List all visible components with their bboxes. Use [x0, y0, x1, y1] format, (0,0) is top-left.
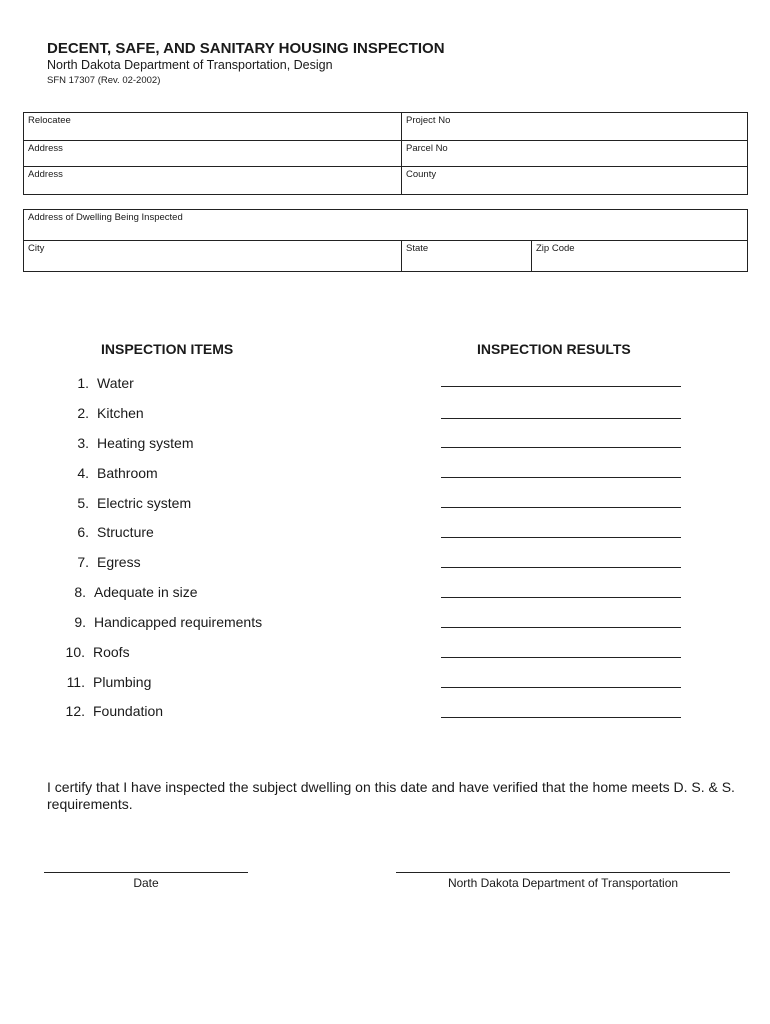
project-no-field[interactable]: [406, 126, 742, 139]
item-label: Handicapped requirements: [94, 614, 263, 630]
county-field[interactable]: [406, 180, 742, 193]
divider: [23, 166, 748, 167]
result-line[interactable]: [441, 717, 681, 718]
result-line[interactable]: [441, 507, 681, 508]
item-number: 9.: [74, 614, 86, 630]
agency-name: North Dakota Department of Transportation, Design: [47, 58, 333, 72]
item-number: 7.: [77, 554, 89, 570]
divider: [401, 240, 402, 272]
result-line[interactable]: [441, 537, 681, 538]
county-label: County: [406, 169, 437, 180]
relocatee-field[interactable]: [28, 126, 396, 139]
item-number: 5.: [77, 495, 89, 511]
item-number: 12.: [65, 703, 85, 719]
certification-text: I certify that I have inspected the subject dwelling on this date and have verified that the home meets D. S. & S. requirements.: [47, 779, 735, 812]
agency-signature-line[interactable]: [396, 872, 730, 873]
item-number: 10.: [65, 644, 85, 660]
item-label: Foundation: [93, 703, 164, 719]
address-field-2[interactable]: [28, 180, 396, 193]
form-number: SFN 17307 (Rev. 02-2002): [47, 75, 161, 86]
item-number: 3.: [77, 435, 89, 451]
item-number: 8.: [74, 584, 86, 600]
item-label: Roofs: [93, 644, 130, 660]
result-line[interactable]: [441, 386, 681, 387]
item-label: Kitchen: [97, 405, 144, 421]
city-field[interactable]: [28, 255, 396, 270]
parcel-no-field[interactable]: [406, 153, 742, 165]
result-line[interactable]: [441, 657, 681, 658]
item-label: Electric system: [97, 495, 192, 511]
divider: [23, 240, 748, 241]
dwelling-address-label: Address of Dwelling Being Inspected: [28, 212, 183, 223]
item-number: 2.: [77, 405, 89, 421]
result-line[interactable]: [441, 447, 681, 448]
date-signature-line[interactable]: [44, 872, 248, 873]
result-line[interactable]: [441, 567, 681, 568]
state-field[interactable]: [406, 255, 526, 270]
item-label: Plumbing: [93, 674, 152, 690]
project-no-label: Project No: [406, 115, 451, 126]
result-line[interactable]: [441, 477, 681, 478]
form-title: DECENT, SAFE, AND SANITARY HOUSING INSPECTION: [47, 40, 445, 57]
item-label: Structure: [97, 524, 154, 540]
state-label: State: [406, 243, 429, 254]
inspection-results-heading: INSPECTION RESULTS: [477, 341, 631, 357]
inspection-items-heading: INSPECTION ITEMS: [101, 341, 234, 357]
zip-code-field[interactable]: [536, 255, 742, 270]
dwelling-address-field[interactable]: [28, 224, 742, 238]
result-line[interactable]: [441, 687, 681, 688]
result-line[interactable]: [441, 597, 681, 598]
result-line[interactable]: [441, 418, 681, 419]
item-label: Egress: [97, 554, 141, 570]
date-label: Date: [133, 876, 159, 890]
item-number: 1.: [77, 375, 89, 391]
result-line[interactable]: [441, 627, 681, 628]
divider: [531, 240, 532, 272]
parcel-no-label: Parcel No: [406, 143, 448, 154]
item-label: Bathroom: [97, 465, 158, 481]
agency-signature-label: North Dakota Department of Transportation: [447, 876, 679, 890]
address-field[interactable]: [28, 153, 396, 165]
divider: [401, 112, 402, 195]
relocatee-label: Relocatee: [28, 115, 71, 126]
item-number: 6.: [77, 524, 89, 540]
item-label: Water: [97, 375, 134, 391]
address-label: Address: [28, 143, 63, 154]
item-label: Heating system: [97, 435, 194, 451]
city-label: City: [28, 243, 45, 254]
zip-code-label: Zip Code: [536, 243, 575, 254]
address-label-2: Address: [28, 169, 63, 180]
item-number: 4.: [77, 465, 89, 481]
divider: [23, 140, 748, 141]
item-label: Adequate in size: [94, 584, 198, 600]
item-number: 11.: [66, 674, 85, 690]
